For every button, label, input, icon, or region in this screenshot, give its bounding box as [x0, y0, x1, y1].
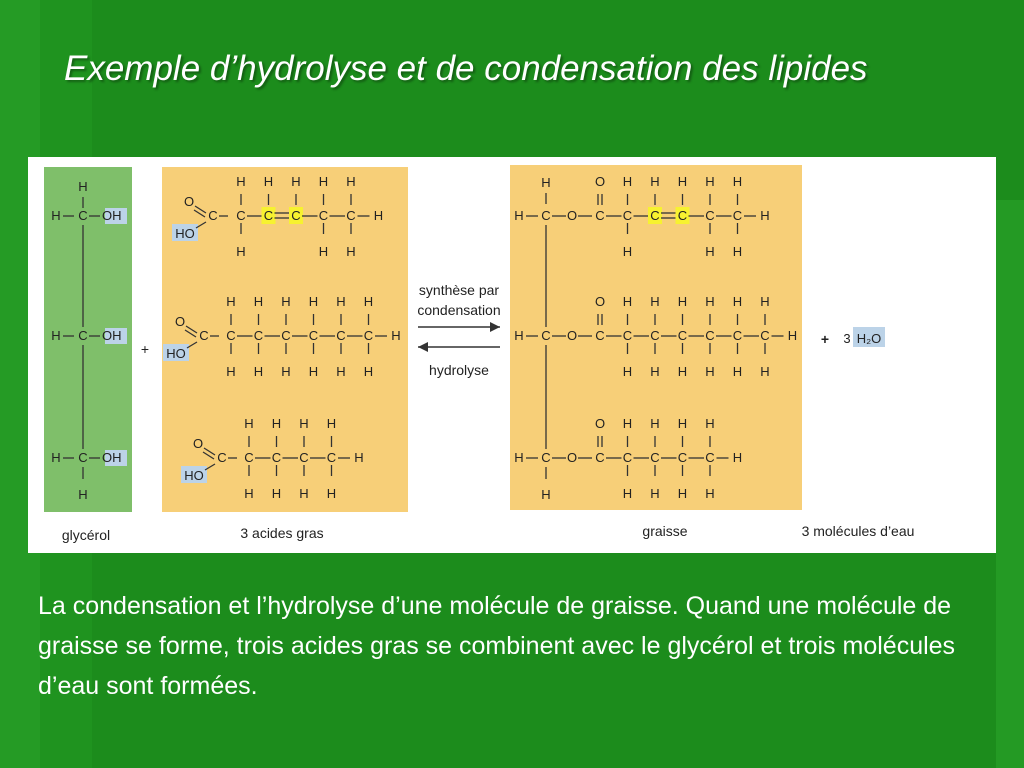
water-formula: H₂O	[856, 331, 882, 346]
atom-symbol: HO	[184, 468, 204, 483]
atom-symbol: H	[244, 416, 254, 431]
atom-symbol: H	[705, 294, 715, 309]
atom-symbol: C	[622, 208, 633, 223]
atom-symbol: H	[677, 486, 688, 501]
atom-symbol: C	[677, 450, 688, 465]
atom-symbol: H	[760, 294, 770, 309]
atom-symbol: C	[253, 328, 264, 343]
atom-symbol: H	[705, 486, 715, 501]
lipid-reaction-diagram	[28, 157, 996, 553]
atom-symbol: H	[271, 486, 282, 501]
background-stripe	[996, 200, 1024, 768]
atom-symbol: H	[391, 328, 401, 343]
atom-symbol: H	[318, 244, 329, 259]
atom-symbol: H	[271, 416, 282, 431]
atom-symbol: H	[236, 244, 246, 259]
atom-symbol: C	[291, 208, 301, 223]
atom-symbol: H	[622, 174, 633, 189]
atom-symbol: H	[253, 364, 264, 379]
atom-symbol: H	[51, 450, 61, 465]
slide-caption: La condensation et l’hydrolyse d’une molécule de graisse. Quand une molécule de graisse se forme, trois acides gras se combinent avec le glycérol et trois molécules d’eau sont formées.	[38, 592, 956, 700]
atom-symbol: C	[595, 328, 605, 343]
slide-title: Exemple d’hydrolyse et de condensation des lipides	[64, 49, 868, 88]
atom-symbol: H	[373, 208, 384, 223]
reaction-diagram-svg	[28, 157, 996, 553]
diagram-label: graisse	[642, 523, 688, 539]
atom-symbol: O	[183, 194, 195, 209]
atom-symbol: C	[336, 328, 346, 343]
atom-symbol: C	[650, 208, 660, 223]
atom-symbol: C	[705, 328, 715, 343]
atom-symbol: C	[760, 328, 770, 343]
atom-symbol: HO	[175, 226, 195, 241]
atom-symbol: H	[308, 364, 319, 379]
atom-symbol: H	[787, 328, 798, 343]
atom-symbol: H	[263, 174, 274, 189]
atom-symbol: H	[226, 364, 236, 379]
diagram-label: 3 acides gras	[240, 525, 324, 541]
atom-symbol: C	[78, 450, 88, 465]
atom-symbol: C	[318, 208, 329, 223]
atom-symbol: C	[650, 450, 660, 465]
atom-symbol: H	[650, 174, 660, 189]
arrow-label-hydrolysis: hydrolyse	[429, 362, 489, 378]
atom-symbol: H	[541, 487, 551, 502]
atom-symbol: H	[226, 294, 236, 309]
atom-symbol: C	[199, 328, 209, 343]
atom-symbol: O	[192, 436, 204, 451]
atom-symbol: C	[622, 328, 633, 343]
arrow-label-condensation: condensation	[417, 302, 501, 318]
atom-symbol: H	[732, 174, 743, 189]
atom-symbol: C	[732, 208, 743, 223]
atom-symbol: H	[363, 294, 374, 309]
atom-symbol: H	[705, 416, 715, 431]
atom-symbol: H	[291, 174, 301, 189]
atom-symbol: C	[363, 328, 374, 343]
atom-symbol: H	[622, 364, 633, 379]
atom-symbol: O	[594, 294, 606, 309]
forward-arrowhead	[490, 322, 500, 332]
atom-symbol: H	[236, 174, 246, 189]
atom-symbol: H	[299, 416, 309, 431]
atom-symbol: H	[677, 174, 688, 189]
atom-symbol: H	[622, 486, 633, 501]
atom-symbol: H	[346, 244, 356, 259]
atom-symbol: O	[566, 328, 578, 343]
atom-symbol: H	[650, 416, 660, 431]
plus-sign: +	[140, 341, 150, 357]
atom-symbol: H	[622, 416, 633, 431]
atom-symbol: H	[78, 487, 88, 502]
atom-symbol: C	[217, 450, 227, 465]
atom-symbol: H	[346, 174, 356, 189]
atom-symbol: H	[622, 244, 633, 259]
atom-symbol: H	[326, 486, 337, 501]
atom-symbol: C	[299, 450, 309, 465]
plus-sign: +	[820, 331, 830, 347]
atom-symbol: C	[705, 208, 715, 223]
diagram-label: 3 molécules d’eau	[801, 523, 915, 539]
atom-symbol: H	[336, 294, 346, 309]
atom-symbol: O	[566, 450, 578, 465]
atom-symbol: H	[253, 294, 264, 309]
atom-symbol: H	[677, 294, 688, 309]
atom-symbol: H	[51, 328, 61, 343]
atom-symbol: O	[566, 208, 578, 223]
atom-symbol: HO	[166, 346, 186, 361]
atom-symbol: C	[281, 328, 291, 343]
atom-symbol: OH	[102, 450, 122, 465]
atom-symbol: H	[677, 364, 688, 379]
atom-symbol: C	[677, 328, 688, 343]
atom-symbol: H	[732, 364, 743, 379]
atom-symbol: H	[677, 416, 688, 431]
atom-symbol: C	[595, 208, 605, 223]
atom-symbol: C	[244, 450, 254, 465]
atom-symbol: C	[78, 328, 88, 343]
atom-symbol: H	[732, 450, 743, 465]
atom-symbol: C	[308, 328, 319, 343]
atom-symbol: H	[650, 486, 660, 501]
atom-symbol: C	[541, 208, 551, 223]
atom-symbol: C	[236, 208, 246, 223]
atom-symbol: H	[281, 294, 291, 309]
atom-symbol: H	[650, 294, 660, 309]
water-coefficient: 3	[843, 331, 851, 346]
atom-symbol: C	[541, 450, 551, 465]
atom-symbol: C	[677, 208, 688, 223]
atom-symbol: H	[326, 416, 337, 431]
atom-symbol: H	[514, 450, 524, 465]
atom-symbol: C	[346, 208, 356, 223]
atom-symbol: OH	[102, 208, 122, 223]
diagram-label: glycérol	[61, 527, 111, 543]
atom-symbol: C	[326, 450, 337, 465]
atom-symbol: C	[271, 450, 282, 465]
atom-symbol: OH	[102, 328, 122, 343]
atom-symbol: O	[594, 416, 606, 431]
atom-symbol: H	[281, 364, 291, 379]
atom-symbol: H	[705, 364, 715, 379]
atom-symbol: H	[622, 294, 633, 309]
atom-symbol: C	[78, 208, 88, 223]
atom-symbol: H	[244, 486, 254, 501]
atom-symbol: H	[541, 175, 551, 190]
atom-symbol: H	[51, 208, 61, 223]
atom-symbol: H	[760, 208, 770, 223]
atom-symbol: H	[299, 486, 309, 501]
atom-symbol: C	[541, 328, 551, 343]
atom-symbol: H	[514, 208, 524, 223]
atom-symbol: C	[263, 208, 274, 223]
atom-symbol: H	[336, 364, 346, 379]
atom-symbol: C	[226, 328, 236, 343]
atom-symbol: C	[732, 328, 743, 343]
atom-symbol: O	[174, 314, 186, 329]
atom-symbol: H	[732, 244, 743, 259]
atom-symbol: C	[650, 328, 660, 343]
atom-symbol: H	[650, 364, 660, 379]
atom-symbol: H	[760, 364, 770, 379]
atom-symbol: H	[514, 328, 524, 343]
atom-symbol: C	[622, 450, 633, 465]
atom-symbol: H	[78, 179, 88, 194]
atom-symbol: C	[208, 208, 218, 223]
atom-symbol: H	[318, 174, 329, 189]
atom-symbol: O	[594, 174, 606, 189]
atom-symbol: H	[705, 174, 715, 189]
atom-symbol: C	[595, 450, 605, 465]
atom-symbol: H	[732, 294, 743, 309]
atom-symbol: C	[705, 450, 715, 465]
atom-symbol: H	[363, 364, 374, 379]
arrow-label-synthesis: synthèse par	[418, 282, 500, 298]
atom-symbol: H	[354, 450, 364, 465]
atom-symbol: H	[308, 294, 319, 309]
reverse-arrowhead	[418, 342, 428, 352]
atom-symbol: H	[705, 244, 715, 259]
